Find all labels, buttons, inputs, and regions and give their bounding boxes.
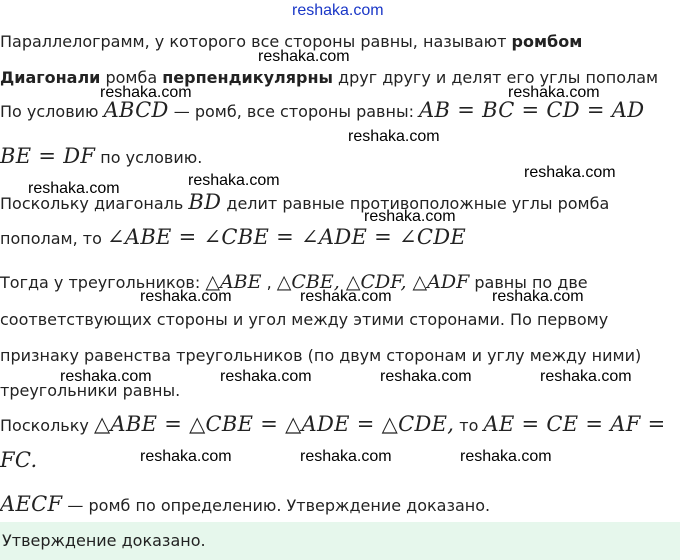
text: — ромб, все стороны равны: [168, 102, 420, 121]
paragraph-condition [0, 99, 644, 123]
watermark: reshaka.com [380, 368, 472, 385]
watermark: reshaka.com [140, 448, 232, 465]
watermark: reshaka.com [140, 288, 232, 305]
watermark: reshaka.com [188, 172, 280, 189]
watermark: reshaka.com [364, 208, 456, 225]
math-expression: △CBE, △CDF, △ADF [276, 271, 470, 293]
watermark: reshaka.com [524, 164, 616, 181]
watermark: reshaka.com [460, 448, 552, 465]
watermark: reshaka.com [540, 368, 632, 385]
text: пополам, то [0, 229, 107, 248]
paragraph-fc [0, 449, 37, 473]
text: Поскольку диагональ [0, 194, 189, 213]
watermark: reshaka.com [300, 448, 392, 465]
text: , [261, 273, 277, 292]
watermark: reshaka.com [60, 368, 152, 385]
watermark: reshaka.com [300, 288, 392, 305]
bold-term: перпендикулярны [162, 68, 333, 87]
math-expression: BE = DF [0, 144, 96, 168]
text: друг другу и делят его углы пополам [332, 68, 659, 87]
paragraph-be-df [0, 145, 202, 169]
watermark: reshaka.com [28, 180, 120, 197]
site-link[interactable]: reshaka.com [292, 2, 384, 19]
math-expression: △ABE = △CBE = △ADE = △CDE, [93, 412, 455, 436]
paragraph-angles [0, 226, 466, 250]
math-expression: FC. [0, 448, 38, 472]
text: по условию. [95, 148, 203, 167]
watermark: reshaka.com [258, 48, 350, 65]
text: то [454, 416, 484, 435]
text: Параллелограмм, у которого все стороны равны, называют [0, 32, 512, 51]
text: — ромб по определению. Утверждение доказано. [62, 496, 491, 515]
text: ромба [100, 68, 163, 87]
text: равны по две [469, 273, 588, 292]
watermark: reshaka.com [508, 84, 600, 101]
text: По условию [0, 102, 104, 121]
math-expression: AB = BC = CD = AD [419, 98, 645, 122]
paragraph-final [0, 493, 490, 517]
math-expression: ∠ABE = ∠CBE = ∠ADE = ∠CDE [106, 225, 467, 249]
text: соответствующих стороны и угол между этими сторонами. По первому [0, 310, 609, 329]
text: треугольники равны. [0, 381, 181, 400]
text: Поскольку [0, 416, 94, 435]
bold-term: ромбом [511, 32, 583, 51]
math-expression: AE = CE = AF = [483, 412, 666, 436]
text: признаку равенства треугольников (по двум сторонам и углу между ними) [0, 346, 642, 365]
answer-banner [0, 522, 680, 560]
text: Тогда у треугольников: [0, 273, 206, 292]
math-expression: BD [188, 190, 222, 214]
answer-text: Утверждение доказано. [2, 531, 206, 550]
bold-term: Диагонали [0, 68, 101, 87]
paragraph-sas-2 [0, 345, 641, 367]
math-expression: △ABE [205, 271, 262, 293]
text: делит равные противоположные углы ромба [221, 194, 610, 213]
watermark: reshaka.com [220, 368, 312, 385]
watermark: reshaka.com [348, 128, 440, 145]
paragraph-conclusion [0, 413, 665, 437]
watermark: reshaka.com [100, 84, 192, 101]
watermark: reshaka.com [492, 288, 584, 305]
paragraph-sas-1 [0, 309, 608, 331]
math-expression: AECF [0, 492, 63, 516]
math-expression: ABCD [103, 98, 169, 122]
